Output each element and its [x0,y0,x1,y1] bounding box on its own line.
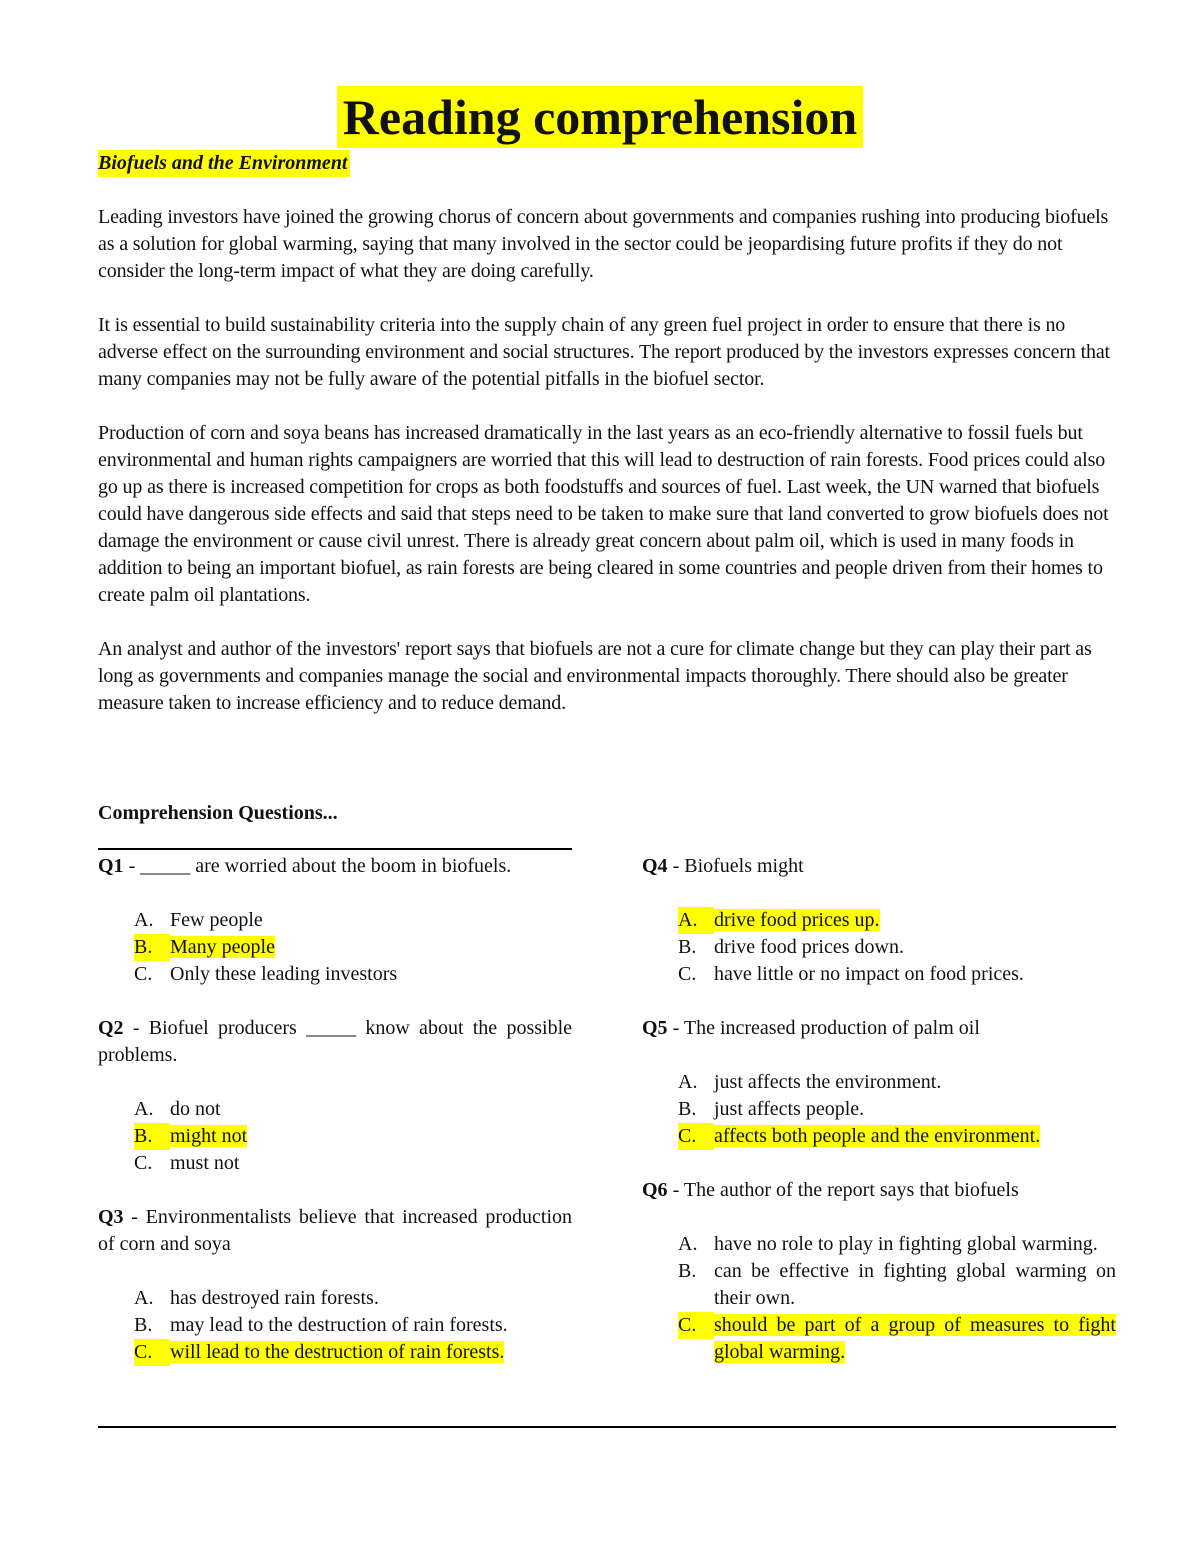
question-prompt: - _____ are worried about the boom in biofuels. [123,855,512,877]
question-text [98,1015,572,1069]
option-text [714,1069,1116,1096]
option-highlighted[interactable] [98,934,572,961]
question-block [642,1015,1116,1150]
page-title: Reading comprehension [337,86,863,148]
option-label: drive food prices up. [714,909,880,931]
option-list [98,907,572,988]
question-number: Q6 [642,1179,668,1201]
option-label: might not [170,1125,248,1147]
option-text [170,961,572,988]
option-letter: C. [134,1339,170,1366]
option-letter: A. [134,1287,154,1309]
option[interactable] [98,1150,572,1177]
option[interactable] [98,1312,572,1339]
question-block [98,1015,572,1177]
question-number: Q2 [98,1017,124,1039]
question-number: Q5 [642,1017,668,1039]
option-text [714,961,1116,988]
questions-column-left [98,853,572,1393]
option-letter: A. [678,1071,698,1093]
article-subtitle: Biofuels and the Environment [98,150,350,177]
option-letter: C. [678,963,697,985]
option-label: Few people [170,909,263,931]
article-body [98,204,1118,744]
option-text [170,907,572,934]
title-wrapper [0,86,1200,148]
option-letter: A. [678,907,714,934]
divider-bottom [98,1426,1116,1428]
option[interactable] [642,1069,1116,1096]
option-text [170,1312,572,1339]
option-highlighted[interactable] [642,1123,1116,1150]
option-text [714,1312,1116,1366]
option-label: may lead to the destruction of rain forests. [170,1314,508,1336]
option-list [642,1069,1116,1150]
option[interactable] [642,1096,1116,1123]
question-text [642,1177,1116,1204]
option-letter: B. [678,936,697,958]
option[interactable] [642,934,1116,961]
option-letter: A. [678,1233,698,1255]
option-label: just affects the environment. [714,1071,942,1093]
option-label: can be effective in fighting global warming on their own. [714,1260,1116,1309]
question-number: Q3 [98,1206,124,1228]
option[interactable] [642,961,1116,988]
option-label: just affects people. [714,1098,865,1120]
option-label: Many people [170,936,275,958]
option-label: have no role to play in fighting global warming. [714,1233,1098,1255]
option-letter: B. [134,1314,153,1336]
question-number: Q1 [98,855,124,877]
question-text [642,853,1116,880]
question-block [98,853,572,988]
option-letter: B. [134,934,170,961]
option-letter: B. [678,1260,697,1282]
option[interactable] [98,907,572,934]
option-label: should be part of a group of measures to fight global warming. [714,1314,1116,1363]
question-block [98,1204,572,1366]
option-highlighted[interactable] [98,1339,572,1366]
question-number: Q4 [642,855,668,877]
article-paragraph: Leading investors have joined the growing chorus of concern about governments and companies rushing into producing biofuels as a solution for global warming, saying that many involved in the sector could be jeopardising future profits if they do not consider the long-term impact of what they are doing carefully. [98,206,1109,282]
option-label: has destroyed rain forests. [170,1287,379,1309]
option-letter: B. [678,1098,697,1120]
question-prompt: - Environmentalists believe that increased production of corn and soya [98,1206,572,1255]
questions-column-right [642,853,1116,1393]
question-prompt: - Biofuels might [667,855,804,877]
divider-top [98,848,572,850]
option-label: affects both people and the environment. [714,1125,1041,1147]
option-text [170,934,572,961]
question-block [642,1177,1116,1366]
option-highlighted[interactable] [642,907,1116,934]
question-prompt: - The author of the report says that biofuels [667,1179,1019,1201]
option-text [714,1231,1116,1258]
option-letter: B. [134,1123,170,1150]
option[interactable] [98,1096,572,1123]
option-highlighted[interactable] [98,1123,572,1150]
option-text [714,1258,1116,1312]
option-letter: C. [134,1152,153,1174]
option-label: must not [170,1152,240,1174]
option[interactable] [98,1285,572,1312]
option-letter: C. [678,1312,714,1339]
option-label: do not [170,1098,221,1120]
option-text [170,1096,572,1123]
option-label: Only these leading investors [170,963,398,985]
option-text [714,907,1116,934]
option-letter: A. [134,909,154,931]
option-label: have little or no impact on food prices. [714,963,1024,985]
option-text [170,1285,572,1312]
question-text [642,1015,1116,1042]
question-text [98,1204,572,1258]
option-label: drive food prices down. [714,936,904,958]
option[interactable] [642,1258,1116,1312]
option[interactable] [642,1231,1116,1258]
option-text [170,1123,572,1150]
option-list [98,1096,572,1177]
option[interactable] [98,961,572,988]
option-text [170,1339,572,1366]
option-text [170,1150,572,1177]
question-block [642,853,1116,988]
option-letter: C. [678,1123,714,1150]
article-paragraph: An analyst and author of the investors' report says that biofuels are not a cure for climate change but they can play their part as long as governments and companies manage the social and environmental impacts thoroughly. There should also be greater measure taken to increase efficiency and to reduce demand. [98,638,1092,714]
question-text [98,853,572,880]
option-list [98,1285,572,1366]
question-prompt: - The increased production of palm oil [667,1017,980,1039]
questions-heading: Comprehension Questions... [98,802,338,824]
article-paragraph: It is essential to build sustainability criteria into the supply chain of any green fuel project in order to ensure that there is no adverse effect on the surrounding environment and social structures. The report produced by the investors expresses concern that many companies may not be fully aware of the potential pitfalls in the biofuel sector. [98,314,1110,390]
option-highlighted[interactable] [642,1312,1116,1366]
option-text [714,1123,1116,1150]
option-list [642,907,1116,988]
option-label: will lead to the destruction of rain forests. [170,1341,505,1363]
question-prompt: - Biofuel producers _____ know about the possible problems. [98,1017,572,1066]
option-list [642,1231,1116,1366]
option-text [714,1096,1116,1123]
article-paragraph: Production of corn and soya beans has increased dramatically in the last years as an eco-friendly alternative to fossil fuels but environmental and human rights campaigners are worried that this will lead to destruction of rain forests. Food prices could also go up as there is increased competition for crops as both foodstuffs and sources of fuel. Last week, the UN warned that biofuels could have dangerous side effects and said that steps need to be taken to make sure that land converted to grow biofuels does not damage the environment or cause civil unrest. There is already great concern about palm oil, which is used in many foods in addition to being an important biofuel, as rain forests are being cleared in some countries and people driven from their homes to create palm oil plantations. [98,422,1109,606]
option-letter: A. [134,1098,154,1120]
option-text [714,934,1116,961]
option-letter: C. [134,963,153,985]
